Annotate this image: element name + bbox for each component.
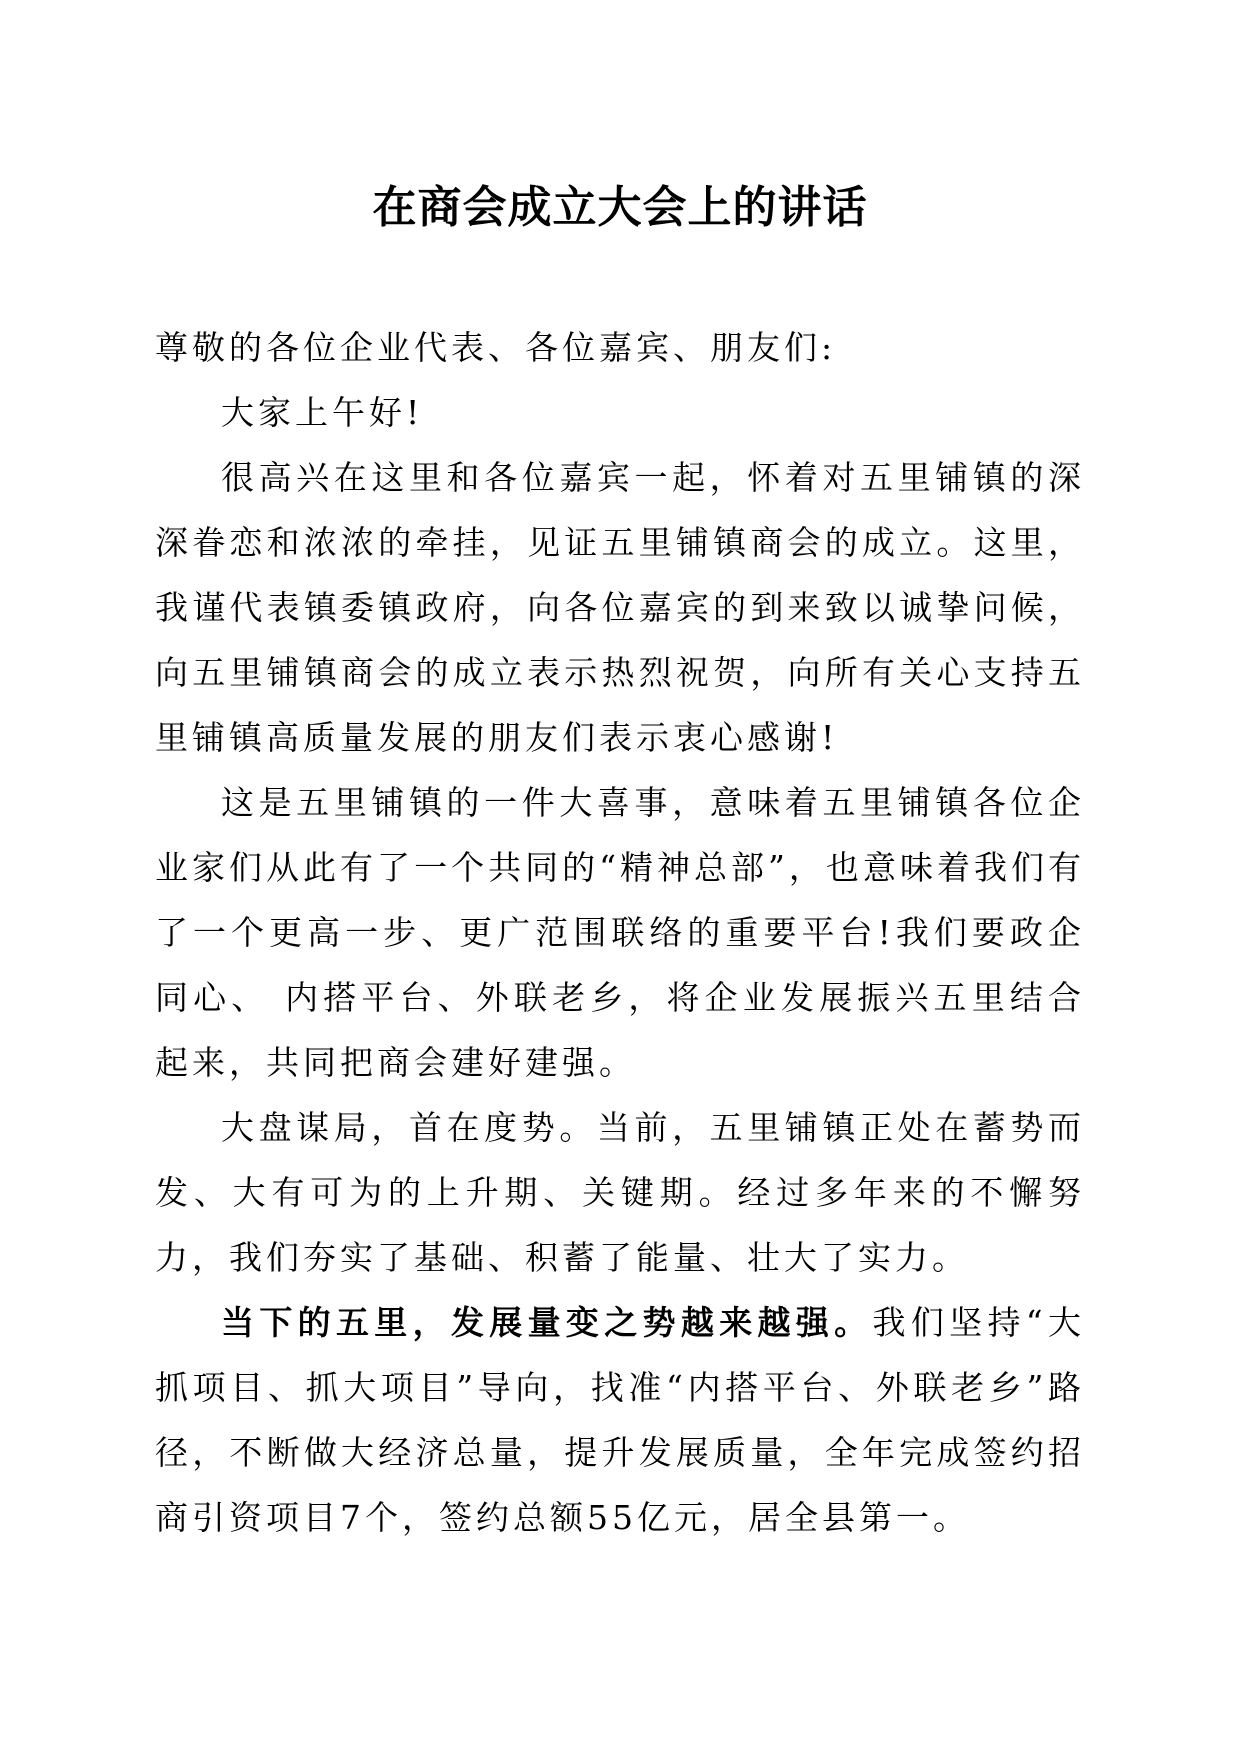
paragraph-2: 这是五里铺镇的一件大喜事，意味着五里铺镇各位企业家们从此有了一个共同的“精神总部”，也意味着我们有了一个更高一步、更广范围联络的重要平台!我们要政企同心、 内搭平台、外联老乡，将企业发展振兴五里结合起来，共同把商会建好建强。: [155, 783, 1085, 1082]
paragraph-4-text: 我们坚持“大抓项目、抓大项目”导向，找准“内搭平台、外联老乡”路径，不断做大经济总量，提升发展质量，全年完成签约招商引资项目7个，签约总额55亿元，居全县第一。: [155, 1303, 1086, 1537]
paragraph-4: [155, 1290, 1085, 1550]
paragraph-3: 大盘谋局，首在度势。当前，五里铺镇正处在蓄势而发、大有可为的上升期、关键期。经过多年来的不懈努力，我们夯实了基础、积蓄了能量、壮大了实力。: [155, 1108, 1085, 1277]
salutation: 尊敬的各位企业代表、各位嘉宾、朋友们:: [155, 328, 837, 367]
paragraph-1: 很高兴在这里和各位嘉宾一起，怀着对五里铺镇的深深眷恋和浓浓的牵挂，见证五里铺镇商会的成立。这里，我谨代表镇委镇政府，向各位嘉宾的到来致以诚挚问候，向五里铺镇商会的成立表示热烈祝贺，向所有关心支持五里铺镇高质量发展的朋友们表示衷心感谢!: [155, 458, 1085, 757]
paragraph-4-lead: 当下的五里，发展量变之势越来越强。: [221, 1303, 873, 1342]
document-title: 在商会成立大会上的讲话: [372, 182, 868, 233]
document-body: [155, 315, 1085, 1550]
greeting: 大家上午好!: [221, 393, 424, 432]
